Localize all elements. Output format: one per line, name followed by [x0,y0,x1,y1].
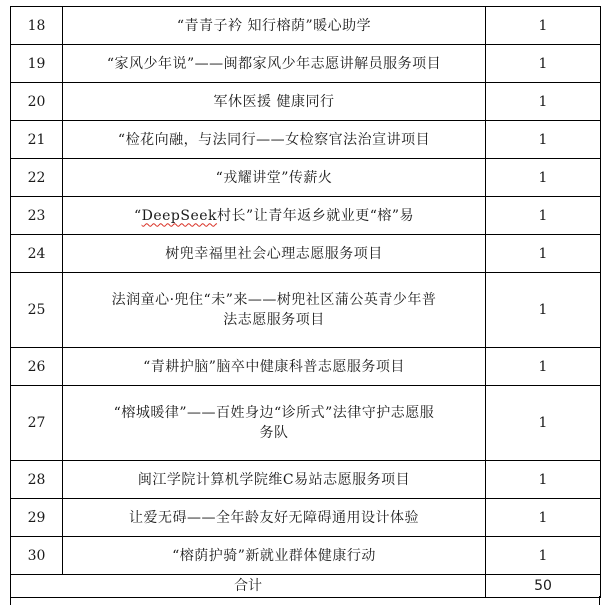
row-number: 22 [11,159,63,197]
project-name: “青青子衿 知行榕荫”暖心助学 [63,7,486,45]
project-count: 1 [486,499,601,537]
row-number: 20 [11,83,63,121]
spellcheck-flagged-word[interactable]: DeepSeek [141,207,218,224]
project-name-line-2: 务队 [259,425,289,441]
project-count: 1 [486,235,601,273]
project-count: 1 [486,461,601,499]
project-name-line-1: “榕城暖律”——百姓身边“诊所式”法律守护志愿服 [113,405,435,421]
total-row [11,575,601,598]
project-name: “家风少年说”——闽都家风少年志愿讲解员服务项目 [63,45,486,83]
table-row [11,348,601,386]
project-name: “榕荫护骑”新就业群体健康行动 [63,537,486,575]
table-row [11,197,601,235]
project-name: 让爱无碍——全年龄友好无障碍通用设计体验 [63,499,486,537]
table-row [11,121,601,159]
table-row [11,159,601,197]
row-number: 21 [11,121,63,159]
project-count: 1 [486,348,601,386]
table-continuation-edge [10,596,600,605]
project-count: 1 [486,273,601,348]
project-count: 1 [486,159,601,197]
table-row [11,45,601,83]
project-count: 1 [486,83,601,121]
row-number: 25 [11,273,63,348]
project-count: 1 [486,197,601,235]
table-row [11,386,601,461]
project-count: 1 [486,537,601,575]
project-name: 军休医援 健康同行 [63,83,486,121]
project-count: 1 [486,7,601,45]
project-name [63,197,486,235]
table-row [11,537,601,575]
table-row [11,461,601,499]
total-count: 50 [486,575,601,598]
table-row [11,7,601,45]
project-count: 1 [486,121,601,159]
project-name: “检花向融，与法同行——女检察官法治宣讲项目 [63,121,486,159]
table-row [11,273,601,348]
project-name: “青耕护脑”脑卒中健康科普志愿服务项目 [63,348,486,386]
project-count: 1 [486,45,601,83]
project-name-line-2: 法志愿服务项目 [223,312,325,328]
total-label: 合计 [11,575,486,598]
row-number: 27 [11,386,63,461]
table-row [11,83,601,121]
project-name: “戎耀讲堂”传薪火 [63,159,486,197]
table-row [11,499,601,537]
volunteer-project-table [10,6,601,598]
row-number: 24 [11,235,63,273]
project-name-line-1: 法润童心·兜住“未”来——树兜社区蒲公英青少年普 [111,292,437,308]
project-name-suffix: 村长”让青年返乡就业更“榕”易 [217,207,415,224]
row-number: 28 [11,461,63,499]
row-number: 30 [11,537,63,575]
row-number: 18 [11,7,63,45]
project-name [63,386,486,461]
project-count: 1 [486,386,601,461]
project-name [63,273,486,348]
row-number: 29 [11,499,63,537]
project-name-prefix: “ [133,207,142,224]
row-number: 26 [11,348,63,386]
row-number: 19 [11,45,63,83]
table-row [11,235,601,273]
project-name: 闽江学院计算机学院维C易站志愿服务项目 [63,461,486,499]
project-name: 树兜幸福里社会心理志愿服务项目 [63,235,486,273]
row-number: 23 [11,197,63,235]
